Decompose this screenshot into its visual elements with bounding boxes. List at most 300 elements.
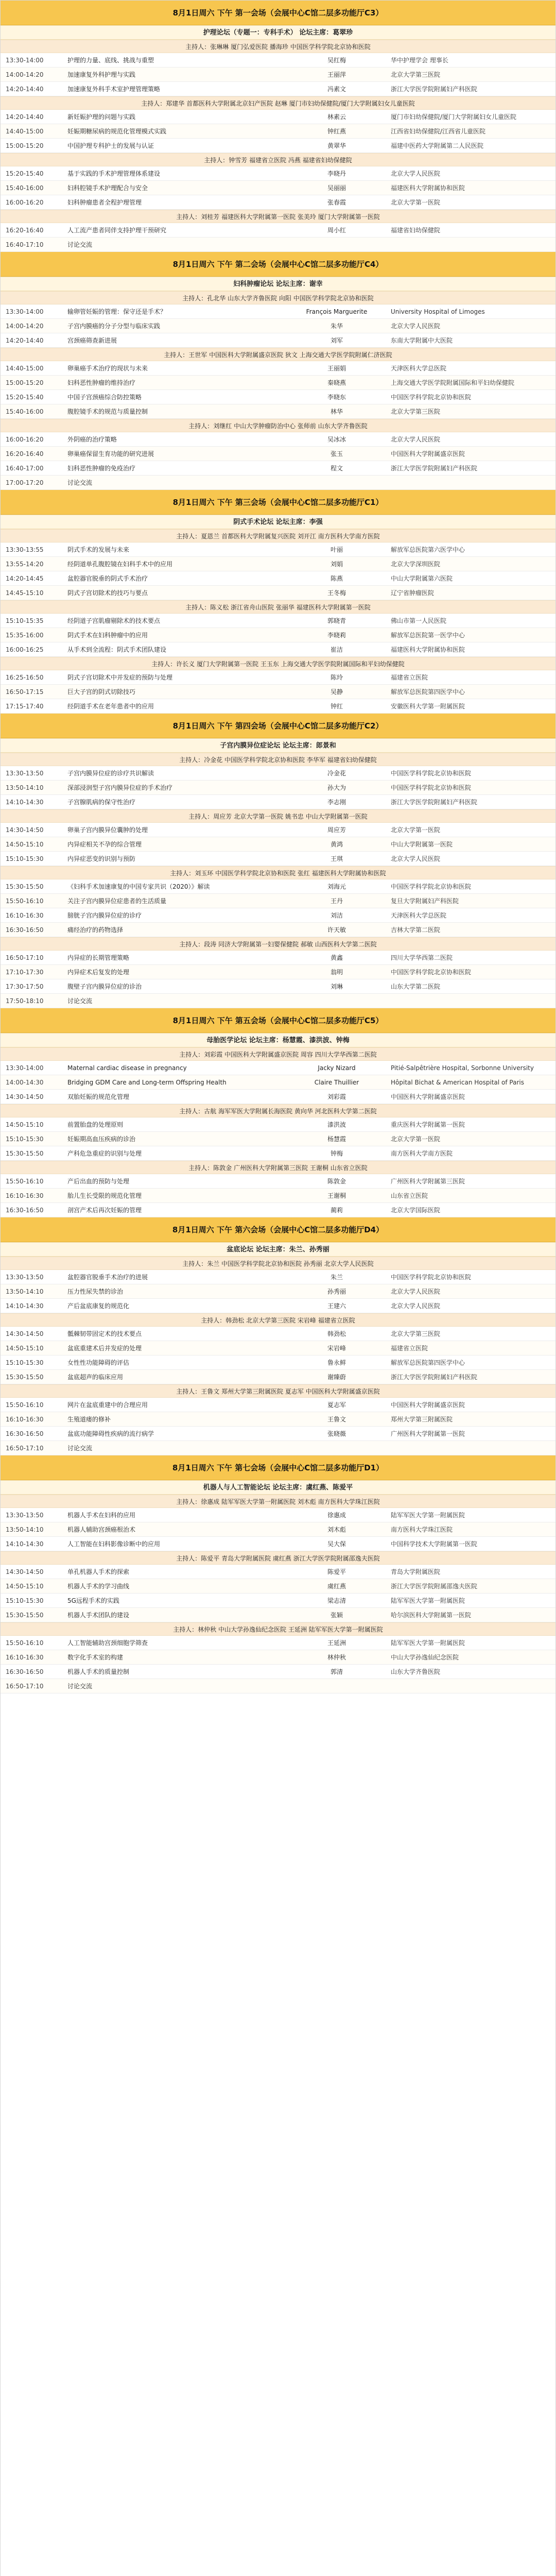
time-cell: 16:50-17:10 [6, 1444, 44, 1452]
speaker-cell: 叶丽 [330, 546, 343, 553]
moderator-row: 主持人：古航 海军军医大学附属长海医院 黄向华 河北医科大学第二医院 [1, 1104, 555, 1117]
moderator-row: 主持人：刘桂芳 福建医科大学附属第一医院 张美玲 厦门大学附属第一医院 [1, 210, 555, 223]
time-cell: 14:10-14:30 [6, 1302, 44, 1310]
speaker-cell: 许天敏 [327, 926, 346, 934]
topic-cell: 膀胱子宫内膜异位症的诊疗 [67, 912, 142, 919]
speaker-cell: 刘娟 [330, 561, 343, 568]
affiliation-cell: 解放军总医院第一医学中心 [391, 632, 465, 639]
schedule-row [1, 447, 555, 461]
schedule-row [1, 923, 555, 937]
speaker-cell: 林华 [330, 408, 343, 415]
schedule-row [1, 304, 555, 319]
time-cell: 15:10-15:30 [6, 1359, 44, 1366]
affiliation-cell: 中国医学科学院北京协和医院 [391, 969, 472, 976]
time-cell: 15:30-15:50 [6, 1149, 44, 1157]
topic-cell: 子宫腺肌病的保守性治疗 [67, 799, 136, 806]
affiliation-cell: 福建省立医院 [391, 674, 428, 681]
affiliation-cell: 北京大学第三医院 [391, 1330, 441, 1337]
affiliation-cell: 天津医科大学总医院 [391, 912, 447, 919]
time-cell: 15:30-15:50 [6, 1373, 44, 1381]
moderator-row: 主持人：朱兰 中国医学科学院北京协和医院 孙秀丽 北京大学人民医院 [1, 1257, 555, 1270]
affiliation-cell: 北京大学第一医院 [391, 826, 441, 834]
schedule-row [1, 781, 555, 795]
topic-cell: 输卵管妊娠的管理：保守还是手术？ [67, 308, 167, 315]
time-cell: 14:00-14:20 [6, 71, 44, 78]
session-header: 8月1日周六 下午 第二会场（会展中心C馆二层多功能厅C4） [1, 252, 555, 277]
schedule-row [1, 461, 555, 476]
forum-title: 阴式手术论坛 论坛主席：李强 [1, 515, 555, 529]
affiliation-cell: 华中护理学会 理事长 [391, 57, 448, 64]
time-cell: 15:50-16:10 [6, 1639, 44, 1647]
topic-cell: 关注子宫内膜异位症患者的生活质量 [67, 897, 167, 905]
moderator-row: 主持人：韩劲松 北京大学第三医院 宋岩峰 福建省立医院 [1, 1313, 555, 1327]
speaker-cell: 杨慧霞 [327, 1136, 346, 1143]
schedule-row [1, 994, 555, 1008]
affiliation-cell: 天津医科大学总医院 [391, 365, 447, 372]
topic-cell: 网片在盆底重建中的合理应用 [67, 1401, 148, 1409]
schedule-row [1, 1132, 555, 1146]
time-cell: 14:20-14:40 [6, 85, 44, 93]
affiliation-cell: 南方医科大学珠江医院 [391, 1526, 453, 1533]
speaker-cell: Claire Thuillier [314, 1078, 359, 1086]
affiliation-cell: 北京大学国际医院 [391, 1207, 441, 1214]
topic-cell: 讨论交流 [67, 241, 93, 248]
time-cell: 15:50-16:10 [6, 897, 44, 905]
time-cell: 16:30-16:50 [6, 926, 44, 934]
speaker-cell: 冯素文 [327, 86, 346, 93]
topic-cell: 卵巢癌手术治疗的现状与未来 [67, 365, 148, 372]
schedule-row [1, 965, 555, 979]
schedule-row [1, 908, 555, 923]
forum-title: 护理论坛（专题一：专科手术） 论坛主席：葛翠珍 [1, 25, 555, 40]
affiliation-cell: 吉林大学第二医院 [391, 926, 441, 934]
affiliation-cell: 福建省妇幼保健院 [391, 227, 441, 234]
speaker-cell: 陈玲 [330, 674, 343, 681]
affiliation-cell: 中国医科大学附属盛京医院 [391, 450, 465, 457]
schedule-row [1, 110, 555, 124]
affiliation-cell: 福建医科大学附属协和医院 [391, 646, 465, 653]
affiliation-cell: 浙江大学医学院附属妇产科医院 [391, 1374, 478, 1381]
speaker-cell: 吴丽丽 [327, 184, 346, 192]
topic-cell: Maternal cardiac disease in pregnancy [67, 1064, 187, 1072]
time-cell: 13:30-14:00 [6, 308, 44, 315]
speaker-cell: 孙秀丽 [327, 1288, 346, 1295]
affiliation-cell: 解放军总医院第四医学中心 [391, 1359, 465, 1366]
schedule-row [1, 642, 555, 657]
forum-title: 子宫内膜异位症论坛 论坛主席：郎景和 [1, 738, 555, 753]
time-cell: 17:15-17:40 [6, 702, 44, 710]
forum-title: 盆底论坛 论坛主席：朱兰、孙秀丽 [1, 1242, 555, 1257]
speaker-cell: 张玉 [330, 450, 343, 457]
moderator-row: 主持人：张琳琳 厦门弘爱医院 播海珍 中国医学科学院北京协和医院 [1, 40, 555, 53]
speaker-cell: 吴大保 [327, 1540, 346, 1548]
schedule-row [1, 951, 555, 965]
speaker-cell: 王谢桐 [327, 1192, 346, 1199]
affiliation-cell: 北京大学人民医院 [391, 436, 441, 443]
speaker-cell: 谢臻蔚 [327, 1374, 346, 1381]
speaker-cell: 秦晓燕 [327, 379, 346, 386]
moderator-row: 主持人：刘玉环 中国医学科学院北京协和医院 张红 福建医科大学附属协和医院 [1, 866, 555, 879]
time-cell: 15:50-16:10 [6, 1401, 44, 1409]
affiliation-cell: 佛山市第一人民医院 [391, 617, 447, 624]
speaker-cell: 黄翠华 [327, 142, 346, 149]
schedule-row [1, 376, 555, 390]
schedule-row [1, 628, 555, 642]
schedule-row [1, 670, 555, 685]
affiliation-cell: 辽宁省肿瘤医院 [391, 589, 435, 597]
affiliation-cell: 中国科学技术大学附属第一医院 [391, 1540, 478, 1548]
moderator-row: 主持人：郑建华 首都医科大学附属北京妇产医院 赵琳 厦门市妇幼保健院/厦门大学附属妇女儿童医院 [1, 96, 555, 110]
time-cell: 16:40-17:10 [6, 241, 44, 248]
speaker-cell: François Marguerite [306, 308, 368, 315]
topic-cell: 人工智能辅助宫颈细胞学筛查 [67, 1639, 148, 1647]
topic-cell: 妇科恶性肿瘤的免疫治疗 [67, 465, 136, 472]
speaker-cell: 陈敦金 [327, 1178, 346, 1185]
time-cell: 14:20-14:40 [6, 113, 44, 121]
time-cell: 14:30-14:50 [6, 1568, 44, 1575]
schedule-row [1, 1579, 555, 1594]
time-cell: 15:10-15:35 [6, 617, 44, 624]
topic-cell: 妇科恶性肿瘤的维持治疗 [67, 379, 136, 386]
topic-cell: 前置胎盘的处理原则 [67, 1121, 124, 1128]
speaker-cell: 黄鑫 [330, 954, 343, 961]
topic-cell: 产后盆底康复的规范化 [67, 1302, 130, 1310]
topic-cell: 内异症的长期管理策略 [67, 954, 130, 961]
schedule-row [1, 543, 555, 557]
topic-cell: 盆底超声的临床应用 [67, 1374, 124, 1381]
affiliation-cell: 浙江大学医学院附属妇产科医院 [391, 799, 478, 806]
speaker-cell: 翁明 [330, 969, 343, 976]
schedule-row [1, 1537, 555, 1551]
schedule-row [1, 571, 555, 586]
schedule-row [1, 1203, 555, 1217]
affiliation-cell: 陆军军医大学第一附属医院 [391, 1512, 465, 1519]
topic-cell: 单孔机器人手术的探索 [67, 1568, 130, 1575]
speaker-cell: 漆洪波 [327, 1121, 346, 1128]
topic-cell: 卵巢癌保留生育功能的研究进展 [67, 450, 154, 457]
schedule-row [1, 837, 555, 852]
speaker-cell: 陈爱平 [327, 1568, 346, 1575]
schedule-row [1, 766, 555, 781]
time-cell: 16:30-16:50 [6, 1430, 44, 1437]
schedule-row [1, 614, 555, 628]
time-cell: 16:50-17:10 [6, 954, 44, 961]
topic-cell: 内异症术后复发的处理 [67, 969, 130, 976]
topic-cell: 妇科腔镜手术护理配合与安全 [67, 184, 148, 192]
affiliation-cell: 中山大学附属第一医院 [391, 841, 453, 848]
topic-cell: 新妊娠护理的问题与实践 [67, 113, 136, 121]
affiliation-cell: 福建中医药大学附属第二人民医院 [391, 142, 484, 149]
topic-cell: 护理的力量、底线、挑战与重塑 [67, 57, 154, 64]
affiliation-cell: 解放军总医院第四医学中心 [391, 688, 465, 696]
moderator-row: 主持人：林仲秋 中山大学孙逸仙纪念医院 王延洲 陆军军医大学第一附属医院 [1, 1622, 555, 1636]
speaker-cell: 王延洲 [327, 1639, 346, 1647]
affiliation-cell: 中山大学孙逸仙纪念医院 [391, 1654, 459, 1661]
speaker-cell: 吴红梅 [327, 57, 346, 64]
topic-cell: 机器人手术的质量控制 [67, 1668, 130, 1675]
moderator-row: 主持人：孔北华 山东大学齐鲁医院 向阳 中国医学科学院北京协和医院 [1, 291, 555, 304]
speaker-cell: 虞红燕 [327, 1583, 346, 1590]
time-cell: 16:00-16:20 [6, 198, 44, 206]
speaker-cell: 张春霞 [327, 199, 346, 206]
topic-cell: 阴式手术在妇科肿瘤中的应用 [67, 632, 148, 639]
affiliation-cell: 浙江大学医学院附属邵逸夫医院 [391, 1583, 478, 1590]
session-header: 8月1日周六 下午 第四会场（会展中心C馆二层多功能厅C2） [1, 714, 555, 738]
topic-cell: 阴式子宫切除术的技巧与要点 [67, 589, 148, 597]
speaker-cell: 刘彩霞 [327, 1093, 346, 1100]
time-cell: 15:10-15:30 [6, 1135, 44, 1143]
moderator-row: 主持人：徐惠成 陆军军医大学第一附属医院 刘木彪 南方医科大学珠江医院 [1, 1495, 555, 1508]
affiliation-cell: 广州医科大学附属第一医院 [391, 1430, 465, 1437]
schedule-row [1, 1174, 555, 1189]
time-cell: 13:30-13:50 [6, 769, 44, 777]
schedule-row [1, 195, 555, 210]
affiliation-cell: 北京大学第一医院 [391, 1136, 441, 1143]
topic-cell: 盆底功能障碍性疾病的流行病学 [67, 1430, 154, 1437]
topic-cell: 生殖道瘘的修补 [67, 1416, 111, 1423]
topic-cell: 巨大子宫的阴式切除技巧 [67, 688, 136, 696]
schedule-row [1, 1679, 555, 1693]
topic-cell: 中国护理专科护士的发展与认证 [67, 142, 154, 149]
schedule-row [1, 1665, 555, 1679]
time-cell: 16:00-16:25 [6, 646, 44, 653]
topic-cell: 基于实践的手术护理管理体系建设 [67, 170, 161, 177]
time-cell: 15:10-15:30 [6, 855, 44, 862]
time-cell: 13:30-13:50 [6, 1273, 44, 1281]
topic-cell: 腹腔镜手术的规范与质量控制 [67, 408, 148, 415]
topic-cell: 盆底重建术后并发症的处理 [67, 1345, 142, 1352]
schedule-row [1, 139, 555, 153]
time-cell: 14:40-15:00 [6, 364, 44, 372]
time-cell: 14:10-14:30 [6, 1540, 44, 1548]
schedule-row [1, 1146, 555, 1161]
affiliation-cell: 中山大学附属第六医院 [391, 575, 453, 582]
schedule-row [1, 238, 555, 252]
schedule-row [1, 124, 555, 139]
speaker-cell: 王琪 [330, 855, 343, 862]
speaker-cell: 程文 [330, 465, 343, 472]
speaker-cell: 李晓莉 [327, 632, 346, 639]
affiliation-cell: 重庆医科大学附属第一医院 [391, 1121, 465, 1128]
schedule-row [1, 1441, 555, 1455]
time-cell: 14:50-15:10 [6, 840, 44, 848]
topic-cell: 机器人手术团队的建设 [67, 1612, 130, 1619]
topic-cell: 骶棘韧带固定术的技术要点 [67, 1330, 142, 1337]
forum-title: 妇科肿瘤论坛 论坛主席：谢幸 [1, 277, 555, 291]
affiliation-cell: 中国医科大学附属盛京医院 [391, 1093, 465, 1100]
time-cell: 17:00-17:20 [6, 479, 44, 486]
schedule-row [1, 1090, 555, 1104]
affiliation-cell: 北京大学第三医院 [391, 408, 441, 415]
time-cell: 13:50-14:10 [6, 1287, 44, 1295]
topic-cell: 人工智能在妇科影像诊断中的应用 [67, 1540, 161, 1548]
schedule-row [1, 1284, 555, 1299]
topic-cell: 5G远程手术的实践 [67, 1597, 119, 1604]
schedule-row [1, 699, 555, 714]
schedule-row [1, 361, 555, 376]
time-cell: 15:20-15:40 [6, 170, 44, 177]
affiliation-cell: 厦门市妇幼保健院/厦门大学附属妇女儿童医院 [391, 113, 517, 121]
topic-cell: 《妇科手术加速康复的中国专家共识（2020）》解读 [67, 883, 210, 890]
time-cell: 15:00-15:20 [6, 142, 44, 149]
speaker-cell: 朱兰 [330, 1274, 343, 1281]
topic-cell: 内异症恶变的识别与预防 [67, 855, 136, 862]
schedule-row [1, 685, 555, 699]
topic-cell: 妇科肿瘤患者全程护理管理 [67, 199, 142, 206]
speaker-cell: 宋岩峰 [327, 1345, 346, 1352]
affiliation-cell: 青岛大学附属医院 [391, 1568, 441, 1575]
affiliation-cell: 北京大学人民医院 [391, 170, 441, 177]
affiliation-cell: 中国医学科学院北京协和医院 [391, 784, 472, 791]
affiliation-cell: Hôpital Bichat & American Hospital of Paris [391, 1078, 524, 1086]
time-cell: 16:10-16:30 [6, 1415, 44, 1423]
topic-cell: 盆腔器官脱垂的阴式手术治疗 [67, 575, 148, 582]
speaker-cell: 王丽娟 [327, 365, 346, 372]
speaker-cell: 李志刚 [327, 799, 346, 806]
schedule-row [1, 823, 555, 837]
session-header: 8月1日周六 下午 第一会场（会展中心C馆二层多功能厅C3） [1, 1, 555, 25]
speaker-cell: 钟红 [330, 703, 343, 710]
schedule-row [1, 1061, 555, 1075]
schedule-row [1, 795, 555, 809]
schedule-row [1, 390, 555, 404]
affiliation-cell: 北京大学人民医院 [391, 1288, 441, 1295]
schedule-row [1, 852, 555, 866]
schedule-row [1, 1075, 555, 1090]
speaker-cell: 梁志清 [327, 1597, 346, 1604]
time-cell: 16:20-16:40 [6, 226, 44, 234]
topic-cell: Bridging GDM Care and Long-term Offspring Health [67, 1078, 227, 1086]
topic-cell: 盆腔器官脱垂手术治疗的进展 [67, 1274, 148, 1281]
schedule-row [1, 1522, 555, 1537]
time-cell: 16:40-17:00 [6, 464, 44, 472]
topic-cell: 经阴道子宫肌瘤剔除术的技术要点 [67, 617, 161, 624]
speaker-cell: 李晓丹 [327, 170, 346, 177]
schedule-row [1, 979, 555, 994]
topic-cell: 加速康复外科护理与实践 [67, 71, 136, 78]
speaker-cell: 王建六 [327, 1302, 346, 1310]
speaker-cell: 周小红 [327, 227, 346, 234]
moderator-row: 主持人：王鲁文 郑州大学第三附属医院 夏志军 中国医科大学附属盛京医院 [1, 1384, 555, 1398]
affiliation-cell: Pitié-Salpêtrière Hospital, Sorbonne University [391, 1064, 534, 1072]
moderator-row: 主持人：刘继红 中山大学肿瘤防治中心 张师前 山东大学齐鲁医院 [1, 419, 555, 432]
topic-cell: 子宫内膜异位症的诊疗共识解读 [67, 770, 154, 777]
session-header: 8月1日周六 下午 第五会场（会展中心C馆二层多功能厅C5） [1, 1008, 555, 1033]
topic-cell: 剖宫产术后再次妊娠的管理 [67, 1207, 142, 1214]
time-cell: 14:10-14:30 [6, 798, 44, 806]
time-cell: 14:20-14:45 [6, 574, 44, 582]
time-cell: 16:10-16:30 [6, 911, 44, 919]
schedule-row [1, 1327, 555, 1341]
speaker-cell: 孙大为 [327, 784, 346, 791]
schedule-row [1, 1565, 555, 1579]
time-cell: 15:40-16:00 [6, 408, 44, 415]
forum-title: 机器人与人工智能论坛 论坛主席：虞红燕、陈爱平 [1, 1480, 555, 1495]
affiliation-cell: 南方医科大学南方医院 [391, 1150, 453, 1157]
time-cell: 16:10-16:30 [6, 1192, 44, 1199]
topic-cell: 机器人手术的学习曲线 [67, 1583, 130, 1590]
moderator-row: 主持人：夏恩兰 首都医科大学附属复兴医院 刘开江 南方医科大学南方医院 [1, 529, 555, 543]
time-cell: 13:50-14:10 [6, 1526, 44, 1533]
schedule-row [1, 67, 555, 82]
topic-cell: 腹壁子宫内膜异位症的诊治 [67, 983, 142, 990]
affiliation-cell: 浙江大学医学院附属妇产科医院 [391, 86, 478, 93]
topic-cell: 胎儿生长受限的规范化管理 [67, 1192, 142, 1199]
schedule-row [1, 1355, 555, 1370]
time-cell: 16:50-17:15 [6, 688, 44, 696]
schedule-row [1, 1189, 555, 1203]
moderator-row: 主持人：段涛 同济大学附属第一妇婴保健院 郝敏 山西医科大学第二医院 [1, 937, 555, 951]
schedule-row [1, 1650, 555, 1665]
time-cell: 14:30-14:50 [6, 826, 44, 834]
schedule-row [1, 1594, 555, 1608]
moderator-row: 主持人：冷金花 中国医学科学院北京协和医院 李华军 福建省妇幼保健院 [1, 753, 555, 766]
speaker-cell: 林仲秋 [327, 1654, 346, 1661]
time-cell: 15:30-15:50 [6, 1611, 44, 1619]
affiliation-cell: 郑州大学第三附属医院 [391, 1416, 453, 1423]
affiliation-cell: 东南大学附属中大医院 [391, 337, 453, 344]
moderator-row: 主持人：王世军 中国医科大学附属盛京医院 狄文 上海交通大学医学院附属仁济医院 [1, 348, 555, 361]
topic-cell: 讨论交流 [67, 479, 93, 486]
affiliation-cell: 中国医科大学附属盛京医院 [391, 1401, 465, 1409]
speaker-cell: 蔺莉 [330, 1207, 343, 1214]
affiliation-cell: 中国医学科学院北京协和医院 [391, 394, 472, 401]
topic-cell: 人工流产患者同伴支持护理干预研究 [67, 227, 167, 234]
time-cell: 13:30-13:50 [6, 1511, 44, 1519]
topic-cell: 深部浸润型子宫内膜异位症的手术治疗 [67, 784, 173, 791]
topic-cell: 讨论交流 [67, 1683, 93, 1690]
topic-cell: 从手术到全流程：阴式手术团队建设 [67, 646, 167, 653]
time-cell: 16:25-16:50 [6, 673, 44, 681]
speaker-cell: 韩劲松 [327, 1330, 346, 1337]
topic-cell: 痛经治疗的药物选择 [67, 926, 124, 934]
speaker-cell: 崔洁 [330, 646, 343, 653]
speaker-cell: 王鲁文 [327, 1416, 346, 1423]
speaker-cell: 刘洁 [330, 912, 343, 919]
topic-cell: 机器人辅助宫颈癌根治术 [67, 1526, 136, 1533]
speaker-cell: 张颖 [330, 1612, 343, 1619]
time-cell: 15:00-15:20 [6, 379, 44, 386]
topic-cell: 压力性尿失禁的诊治 [67, 1288, 124, 1295]
affiliation-cell: 广州医科大学附属第三医院 [391, 1178, 465, 1185]
moderator-row: 主持人：陈义松 浙江省舟山医院 张丽华 福建医科大学附属第一医院 [1, 600, 555, 614]
affiliation-cell: 福建医科大学附属协和医院 [391, 184, 465, 192]
topic-cell: 阴式子宫切除术中并发症的预防与处理 [67, 674, 173, 681]
affiliation-cell: 安徽医科大学第一附属医院 [391, 703, 465, 710]
speaker-cell: 王丹 [330, 897, 343, 905]
schedule-row [1, 1341, 555, 1355]
speaker-cell: 郭晓青 [327, 617, 346, 624]
session-header: 8月1日周六 下午 第七会场（会展中心C馆二层多功能厅D1） [1, 1455, 555, 1480]
time-cell: 13:30-14:00 [6, 56, 44, 64]
schedule-row [1, 53, 555, 67]
topic-cell: 产后出血的预防与处理 [67, 1178, 130, 1185]
topic-cell: 讨论交流 [67, 1445, 93, 1452]
schedule-row [1, 1412, 555, 1427]
schedule-row [1, 1427, 555, 1441]
topic-cell: 讨论交流 [67, 997, 93, 1005]
affiliation-cell: 中国医学科学院北京协和医院 [391, 883, 472, 890]
time-cell: 14:50-15:10 [6, 1344, 44, 1352]
topic-cell: 女性性功能障碍的评估 [67, 1359, 130, 1366]
speaker-cell: 李晓东 [327, 394, 346, 401]
affiliation-cell: 中国医学科学院北京协和医院 [391, 1274, 472, 1281]
schedule-row [1, 894, 555, 908]
speaker-cell: 陈燕 [330, 575, 343, 582]
schedule-row [1, 223, 555, 238]
speaker-cell: 吴静 [330, 688, 343, 696]
schedule-row [1, 166, 555, 181]
